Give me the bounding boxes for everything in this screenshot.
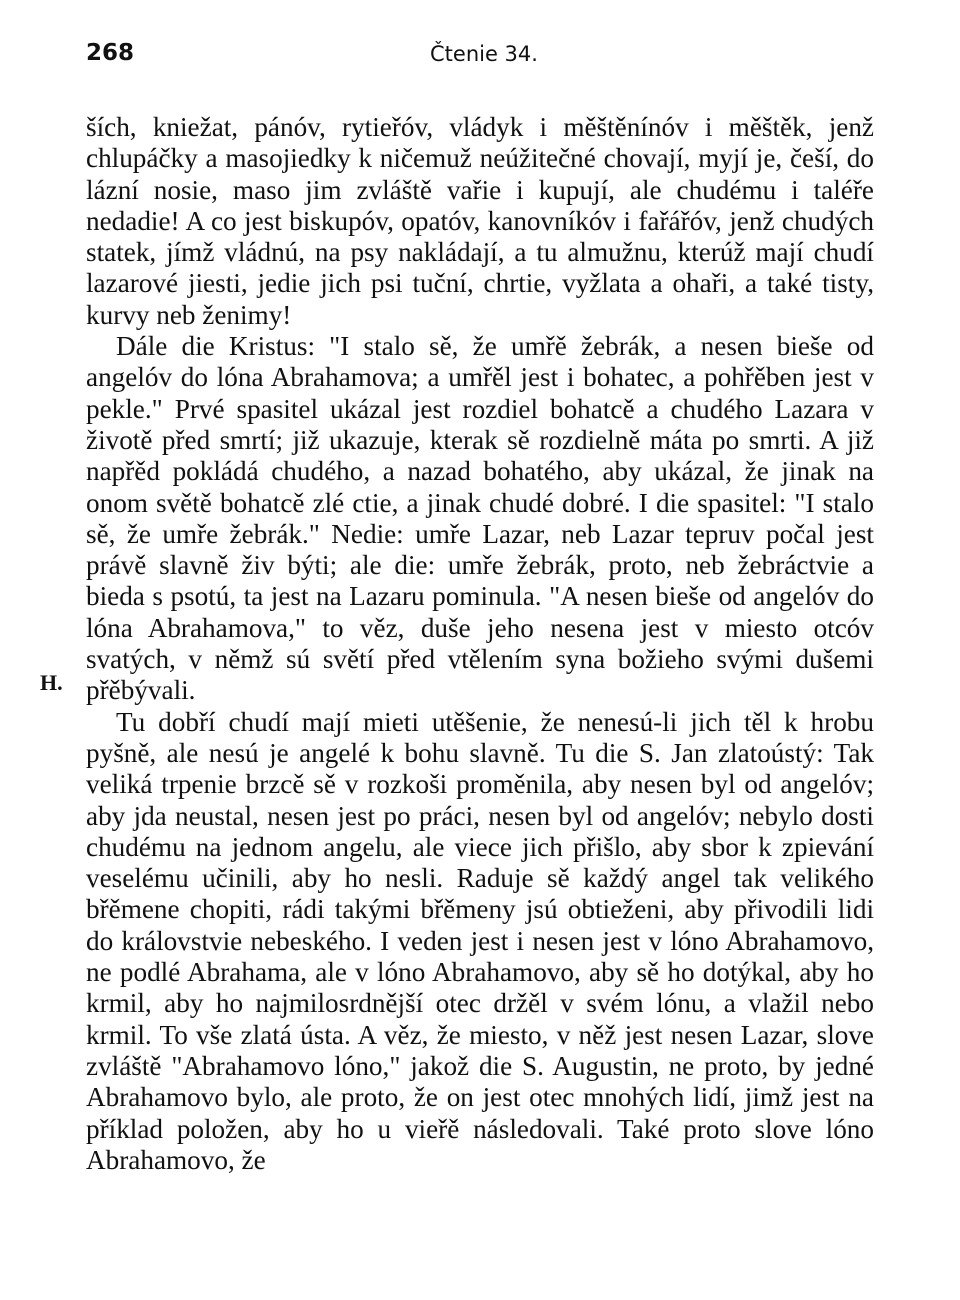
paragraph: Tu dobří chudí mají mieti utěšenie, že nenesú-li jich těl k hrobu pyšně, ale nesú je angelé k bohu slavně. Tu die S. Jan zlatoústý: Tak veliká trpenie brzcě sě v rozkoši proměnila, aby nesen byl od angelóv; aby jda neustal, nesen jest po práci, nesen byl od angelóv; nebylo dosti chudému na jednom angelu, ale viece jich přišlo, aby sbor k zpievání veselému učinili, aby ho nesli. Raduje sě každý angel tak velikého břěmene chopiti, rádi takými břěmeny jsú obtieženi, aby přivodili lidi do královstvie nebeského. I veden jest i nesen jest v lóno Abrahamovo, ne podlé Abrahama, ale v lóno Abrahamovo, aby sě ho dotýkal, aby ho krmil, aby ho najmilosrdnější otec držěl v svém lónu, a vlažil nebo krmil. To vše zlatá ústa. A věz, že miesto, v něž jest nesen Lazar, slove zvláště "Abrahamovo lóno," jakož die S. Augustin, ne proto, by jedné Abrahamovo bylo, ale proto, že on jest otec mnohých lidí, jimž jest na příklad položen, aby ho u vieřě následovali. Také proto slove lóno Abrahamovo, že <box>86 706 874 1175</box>
main-text <box>86 112 874 1176</box>
running-title: Čtenie 34. <box>430 42 538 66</box>
page-header <box>86 40 874 76</box>
margin-note: H. <box>40 670 63 695</box>
paragraph: Dále die Kristus: "I stalo sě, že umřě žebrák, a nesen bieše od angelóv do lóna Abrahamova; a umřěl jest i bohatec, a pohřěben jest v pekle." Prvé spasitel ukázal jest rozdiel bohatcě a chudého Lazara v životě před smrtí; již ukazuje, kterak sě rozdielně máta po smrti. A již napřěd pokládá chudého, a nazad bohatého, aby ukázal, že jinak na onom světě bohatcě zlé ctie, a jinak chudé dobré. I die spasitel: "I stalo sě, že umře žebrák." Nedie: umře Lazar, neb Lazar tepruv počal jest právě slavně živ býti; ale die: umře žebrák, proto, neb žebráctvie a bieda s psotú, ta jest na Lazaru pominula. "A nesen bieše od angelóv do lóna Abrahamova," to věz, duše jeho nesena jest v miesto otcóv svatých, v němž sú světí před vtělením syna božieho svými dušemi přěbývali. <box>86 331 874 706</box>
paragraph: ších, kniežat, pánóv, rytieřóv, vládyk i měštěnínóv i měštěk, jenž chlupáčky a masojiedky k ničemuž neúžitečné chovají, myjí je, češí, do lázní nosie, maso jim zvláště vařie i kupují, ale chudému i taléře nedadie! A co jest biskupóv, opatóv, kanovníkóv i fařářóv, jenž chudých statek, jímž vládnú, na psy nakládají, a tu almužnu, kterúž mají chudí lazarové jiesti, jedie jich psi tuční, chrtie, vyžlata a ohaři, a také tisty, kurvy neb ženimy! <box>86 112 874 330</box>
page-number: 268 <box>86 40 135 66</box>
